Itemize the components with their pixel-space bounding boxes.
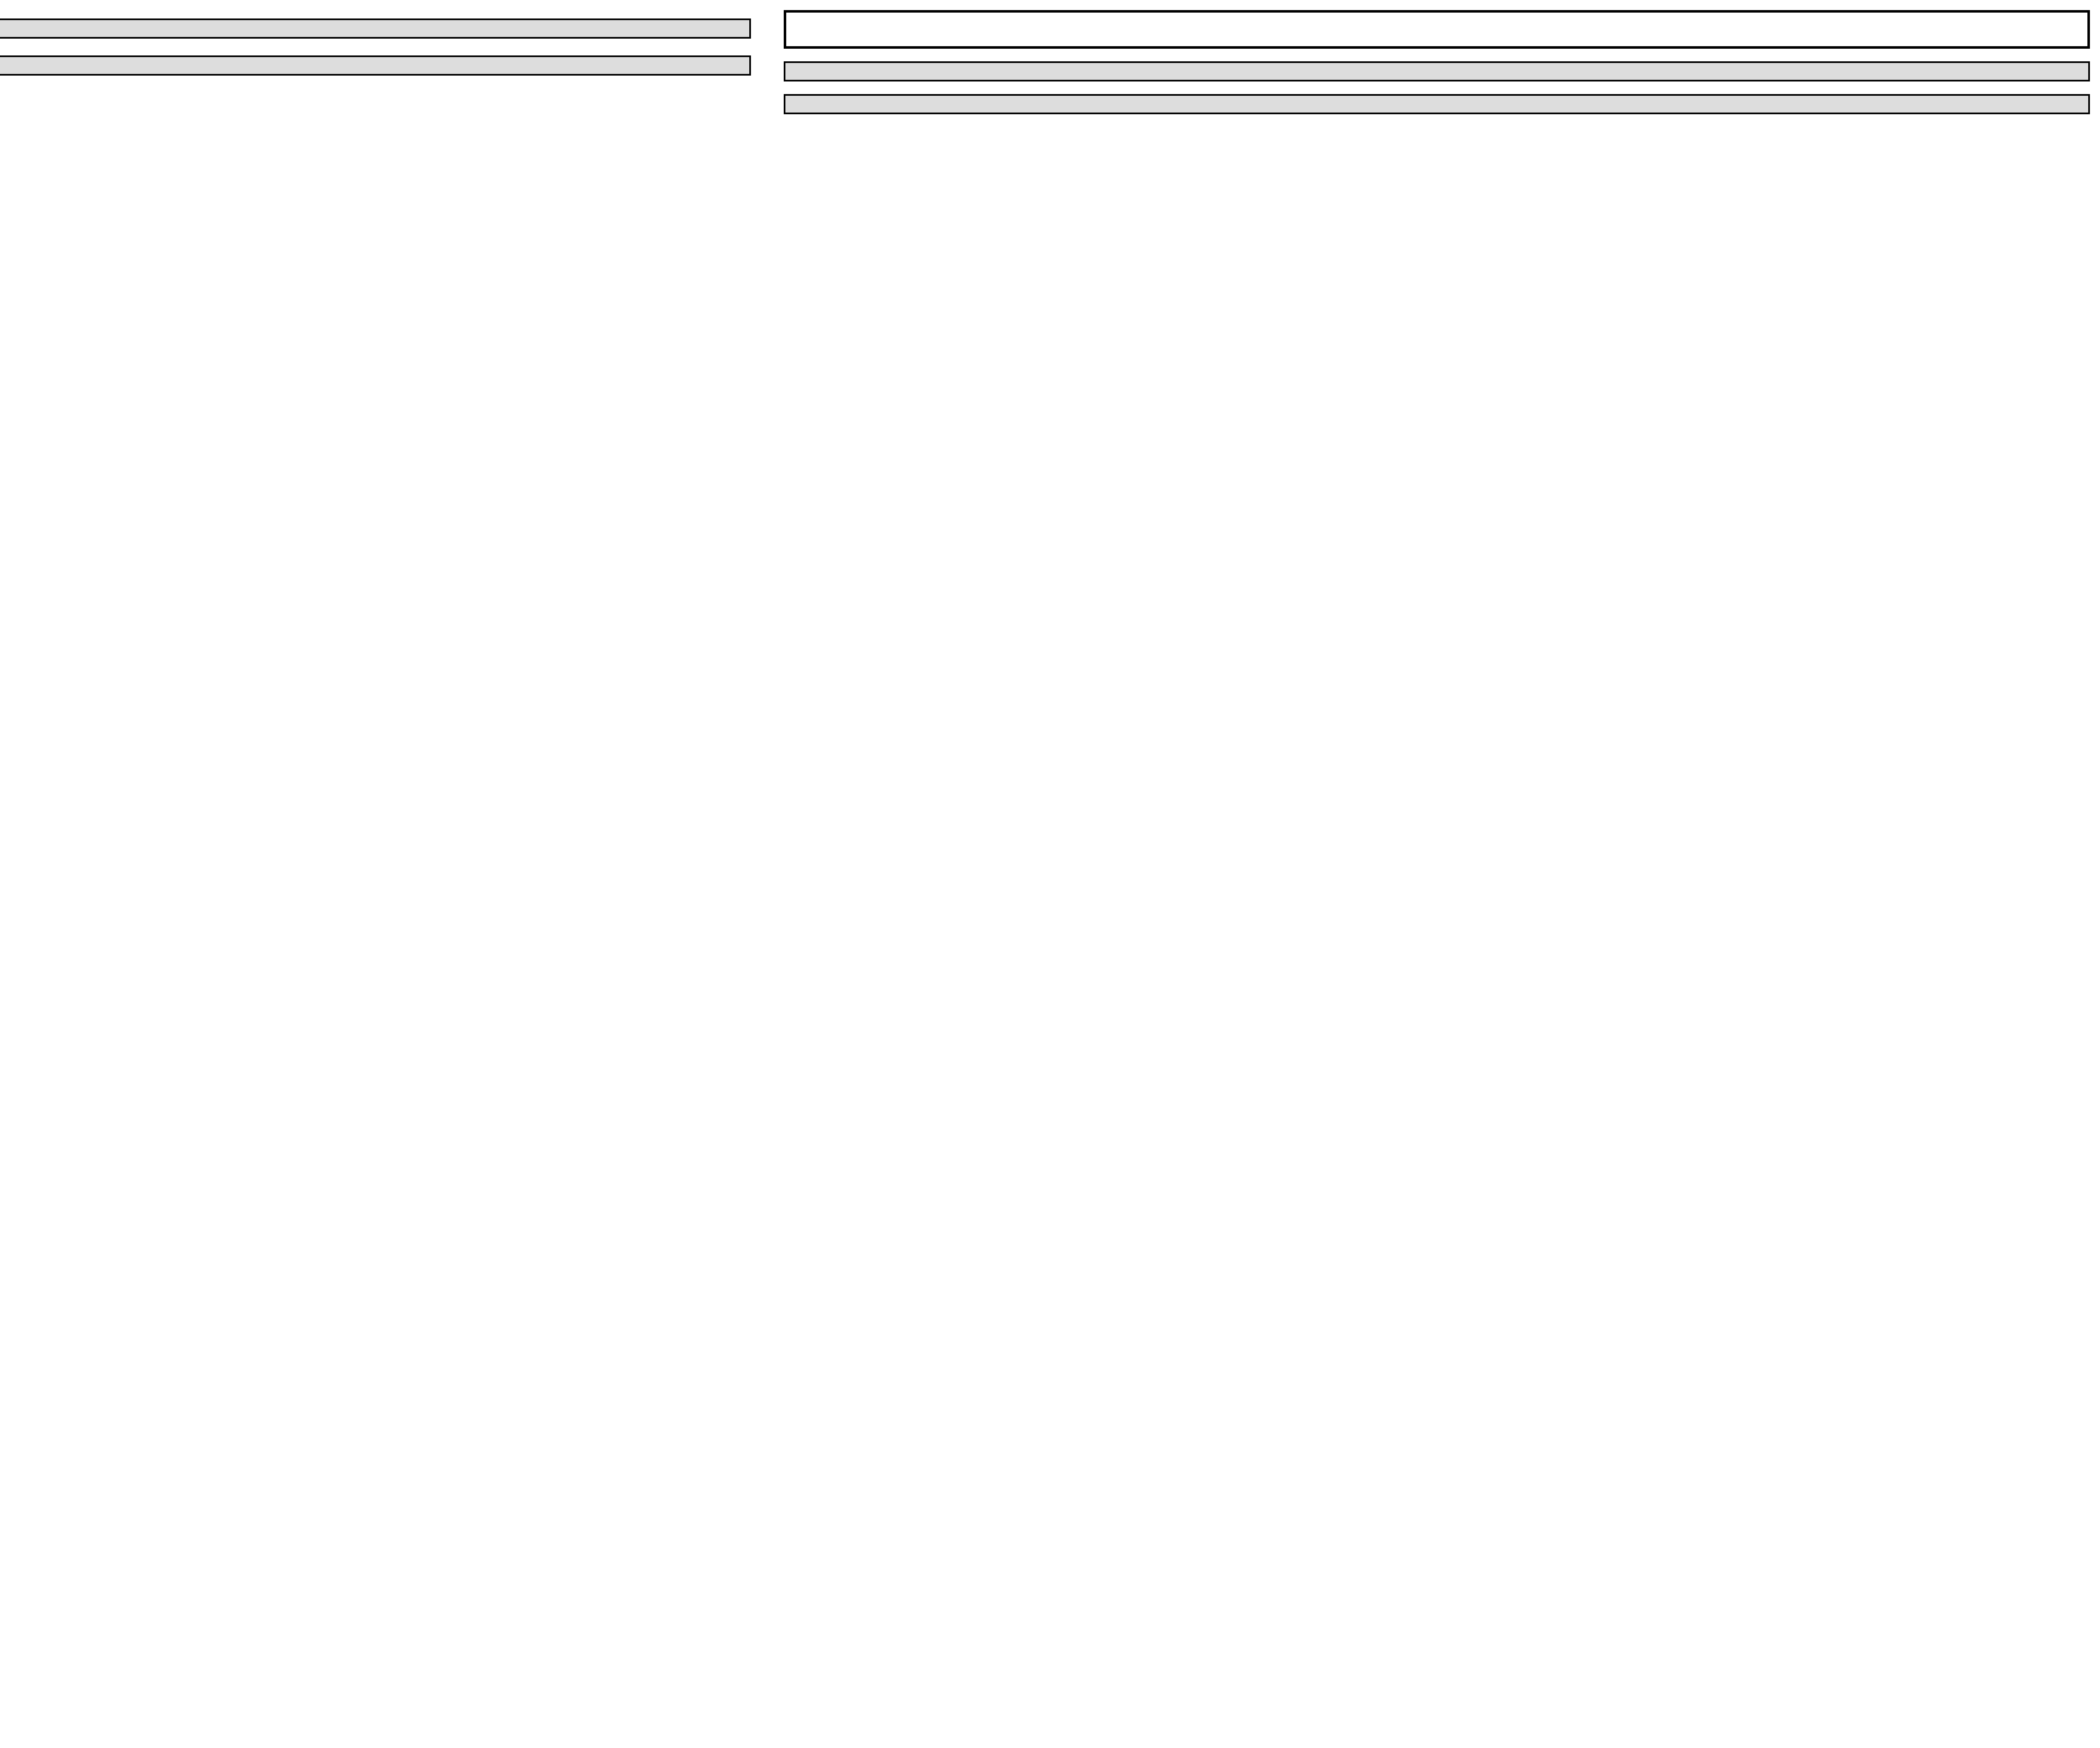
announcement-headline: [784, 10, 2090, 49]
right-column: [784, 10, 2090, 1738]
listing-title-2: [0, 18, 751, 39]
notes-heading: [784, 61, 2090, 81]
left-column: [0, 10, 751, 1738]
commercial-terms-title: [0, 55, 751, 76]
listing-title-1: [784, 94, 2090, 114]
